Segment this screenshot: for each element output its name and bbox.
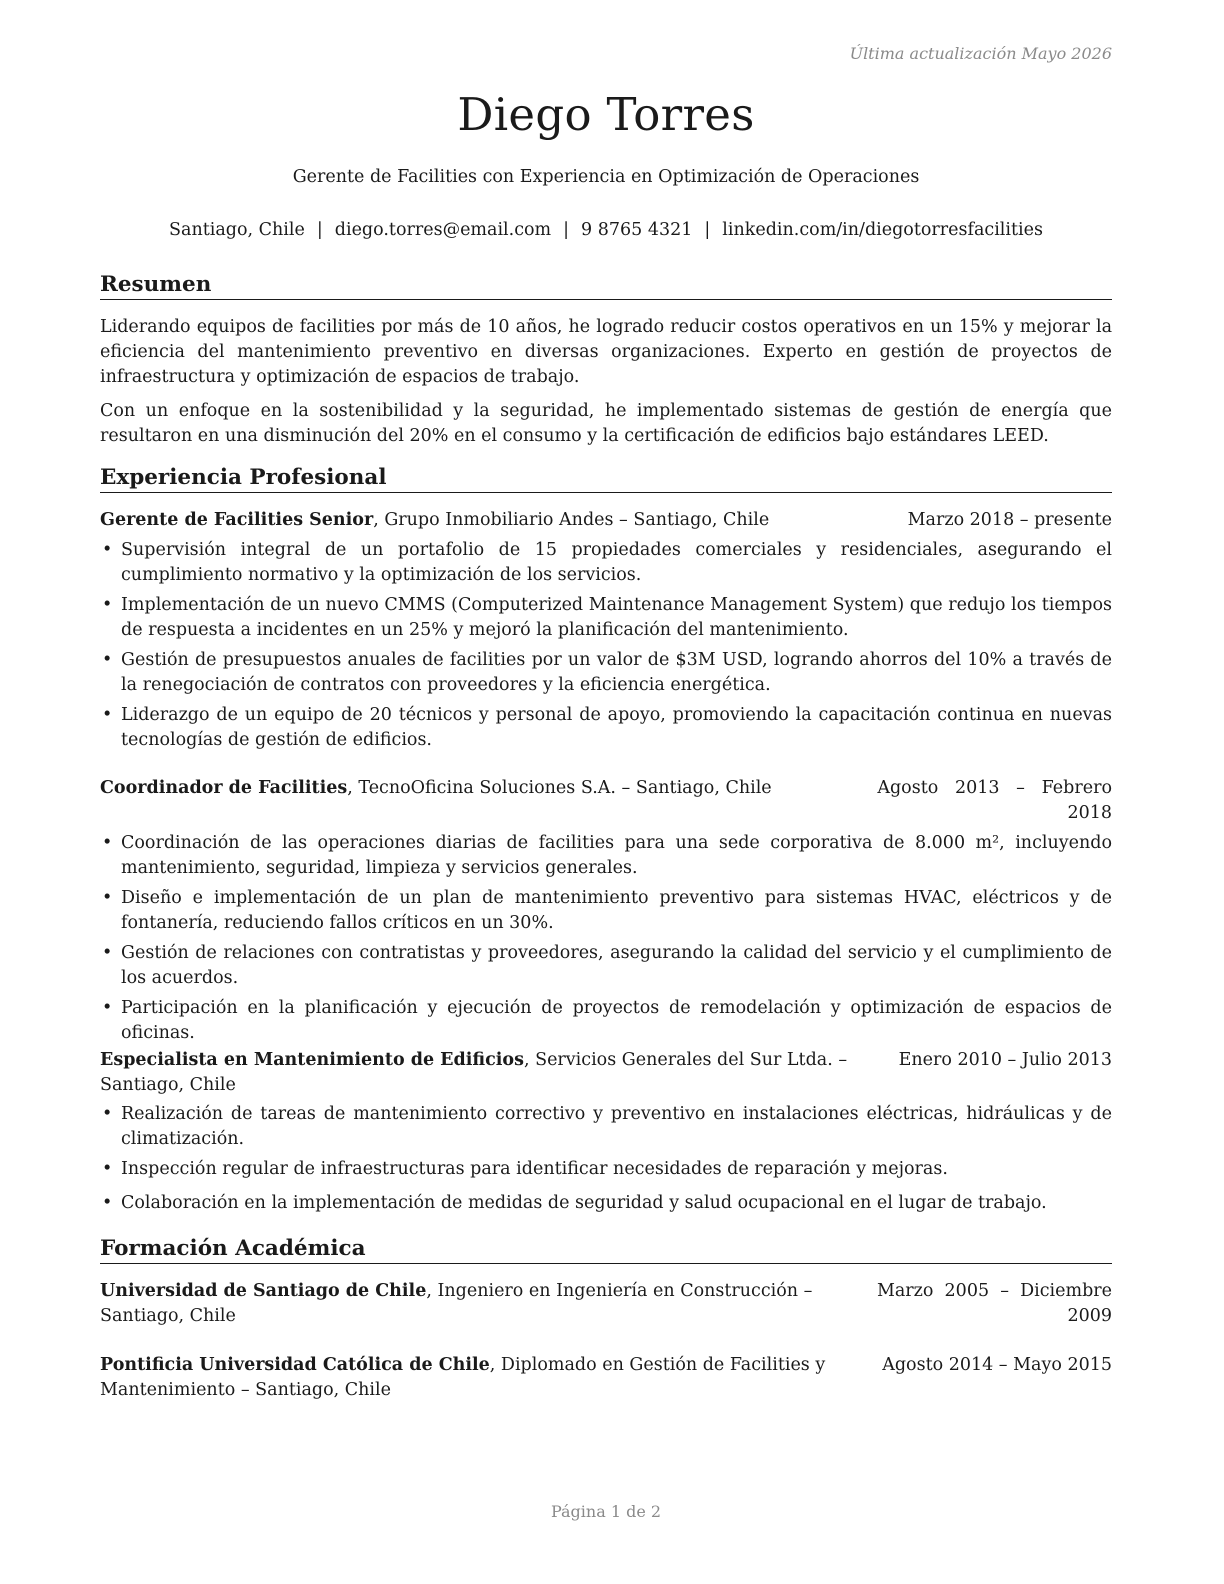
summary-paragraph: Liderando equipos de facilities por más de 10 años, he logrado reducir costos operativos en un 15% y mejorar la eficiencia del mantenimiento preventivo en diversas organizaciones. Experto en gestión de proyectos de infraestructura y optimización de espacios de trabajo.	[100, 317, 1112, 387]
job-role: Especialista en Mantenimiento de Edificios	[100, 1050, 524, 1070]
list-item: • Implementación de un nuevo CMMS (Computerized Maintenance Management System) que redujo los tiempos de respuesta a incidentes en un 25% y mejoró la planificación del mantenimiento.	[100, 593, 1112, 643]
list-item: • Participación en la planificación y ejecución de proyectos de remodelación y optimización de espacios de oficinas.	[100, 996, 1112, 1046]
education-dates	[877, 1279, 1112, 1329]
education-title-line	[100, 1353, 882, 1403]
job-title-line	[100, 508, 908, 533]
job-dates	[877, 776, 1112, 826]
job-organization: , Grupo Inmobiliario Andes – Santiago, Chile	[373, 510, 770, 530]
contact-phone: 9 8765 4321	[581, 220, 693, 240]
education-detail: , Ingeniero en Ingeniería en Construcción – Santiago, Chile	[100, 1281, 813, 1326]
education-title-line	[100, 1279, 877, 1329]
education-school: Universidad de Santiago de Chile	[100, 1281, 427, 1301]
section-title-summary: Resumen	[100, 272, 1112, 300]
education-header	[100, 1279, 1112, 1329]
list-item: • Realización de tareas de mantenimiento correctivo y preventivo en instalaciones eléctricas, hidráulicas y de climatización.	[100, 1102, 1112, 1152]
list-item: • Diseño e implementación de un plan de mantenimiento preventivo para sistemas HVAC, eléctricos y de fontanería, reduciendo fallos críticos en un 30%.	[100, 886, 1112, 936]
job-dates-line: Agosto 2013 – Febrero	[877, 778, 1112, 798]
job-organization: , TecnoOficina Soluciones S.A. – Santiago, Chile	[347, 778, 772, 798]
contact-location: Santiago, Chile	[169, 220, 305, 240]
contact-separator: |	[704, 220, 711, 240]
job-dates-line: 2018	[1067, 803, 1112, 823]
education-dates-line: Marzo 2005 – Diciembre	[876, 1281, 1112, 1301]
job-role: Coordinador de Facilities	[100, 778, 348, 798]
contact-email[interactable]: diego.torres@email.com	[334, 220, 552, 240]
job-title-line	[100, 776, 877, 826]
education-school: Pontificia Universidad Católica de Chile	[100, 1355, 490, 1375]
resume-page	[100, 0, 1112, 1584]
candidate-tagline: Gerente de Facilities con Experiencia en Optimización de Operaciones	[292, 167, 920, 187]
job-bullet-list	[100, 831, 1112, 1046]
list-item: • Coordinación de las operaciones diarias de facilities para una sede corporativa de 8.000 m², incluyendo mantenimiento, seguridad, limpieza y servicios generales.	[100, 831, 1112, 881]
last-updated-note: Última actualización Mayo 2026	[849, 44, 1112, 63]
job-header	[100, 508, 1112, 533]
job-bullet-list	[100, 1102, 1112, 1216]
summary-paragraph: Con un enfoque en la sostenibilidad y la seguridad, he implementado sistemas de gestión de energía que resultaron en una disminución del 20% en el consumo y la certificación de edificios bajo estándares LEED.	[100, 401, 1112, 446]
job-header	[100, 776, 1112, 826]
job-organization: , Servicios Generales del Sur Ltda. – Santiago, Chile	[100, 1050, 848, 1095]
education-dates-line: 2009	[1067, 1306, 1112, 1326]
page-number: Página 1 de 2	[550, 1502, 662, 1521]
list-item: • Gestión de relaciones con contratistas y proveedores, asegurando la calidad del servicio y el cumplimiento de los acuerdos.	[100, 941, 1112, 991]
contact-line	[100, 220, 1112, 240]
job-role: Gerente de Facilities Senior	[100, 510, 374, 530]
job-header	[100, 1048, 1112, 1098]
education-header	[100, 1353, 1112, 1403]
list-item: • Gestión de presupuestos anuales de facilities por un valor de $3M USD, logrando ahorros del 10% a través de la renegociación de contratos con proveedores y la eficiencia energética.	[100, 648, 1112, 698]
job-bullet-list	[100, 538, 1112, 753]
contact-linkedin[interactable]: linkedin.com/in/diegotorresfacilities	[722, 220, 1043, 240]
education-dates: Agosto 2014 – Mayo 2015	[882, 1355, 1112, 1375]
education-detail: , Diplomado en Gestión de Facilities y Mantenimiento – Santiago, Chile	[100, 1355, 826, 1400]
job-dates: Marzo 2018 – presente	[907, 510, 1112, 530]
contact-separator: |	[316, 220, 323, 240]
candidate-name: Diego Torres	[457, 88, 755, 141]
list-item: • Supervisión integral de un portafolio de 15 propiedades comerciales y residenciales, asegurando el cumplimiento normativo y la optimización de los servicios.	[100, 538, 1112, 588]
job-title-line	[100, 1048, 899, 1098]
section-title-experience: Experiencia Profesional	[100, 465, 1112, 493]
list-item: • Liderazgo de un equipo de 20 técnicos y personal de apoyo, promoviendo la capacitación continua en nuevas tecnologías de gestión de edificios.	[100, 703, 1112, 753]
job-dates: Enero 2010 – Julio 2013	[898, 1050, 1112, 1070]
list-item: • Colaboración en la implementación de medidas de seguridad y salud ocupacional en el lugar de trabajo.	[100, 1191, 1112, 1216]
list-item: • Inspección regular de infraestructuras para identificar necesidades de reparación y mejoras.	[100, 1157, 1112, 1182]
section-title-education: Formación Académica	[100, 1236, 1112, 1264]
contact-separator: |	[563, 220, 570, 240]
